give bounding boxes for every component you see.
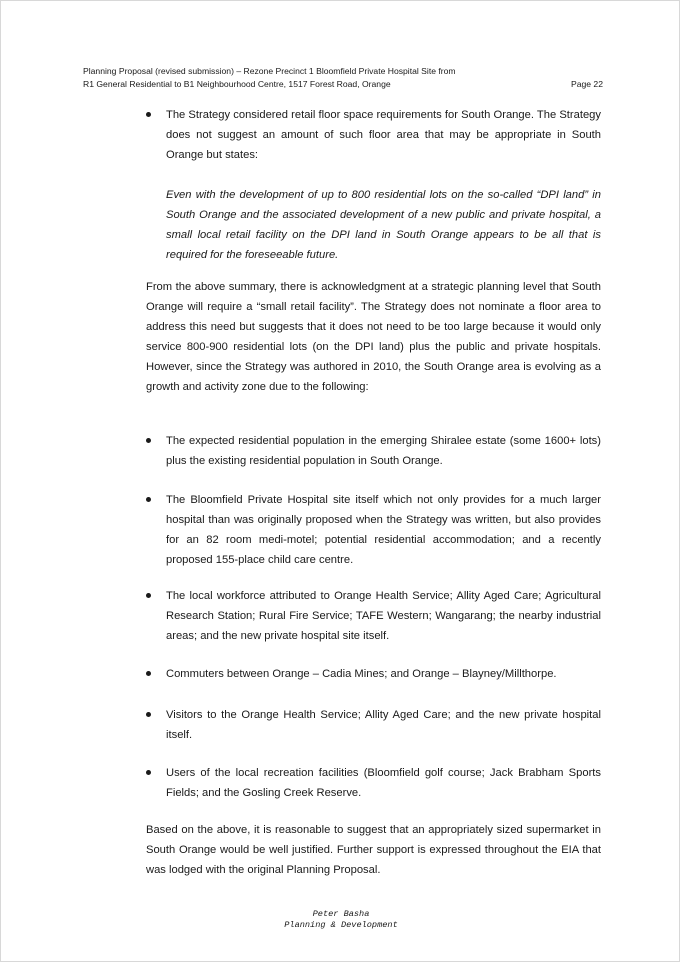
bullet-text: Visitors to the Orange Health Service; Allity Aged Care; and the new private hospital itself. (166, 709, 601, 741)
footer-firm: Planning & Development (284, 920, 398, 930)
bullet-text: The Bloomfield Private Hospital site itself which not only provides for a much larger hospital than was originally proposed when the Strategy was written, but also provides for an 82 room medi-motel; potential residential accommodation; and a recently proposed 155-place child care centre. (166, 494, 601, 566)
page-number: Page 22 (570, 78, 603, 89)
bullet-shiralee (146, 431, 601, 471)
bullet-text: The local workforce attributed to Orange Health Service; Allity Aged Care; Agricultural Research Station; Rural Fire Service; TAFE Western; Wangarang; the nearby industrial areas; and the new private hospital site itself. (166, 590, 601, 642)
header-title-line-1: Planning Proposal (revised submission) – Rezone Precinct 1 Bloomfield Private Hospital Site from (83, 66, 456, 76)
bullet-workforce (146, 586, 601, 646)
bullet-text: The Strategy considered retail floor space requirements for South Orange. The Strategy does not suggest an amount of such floor area that may be appropriate in South Orange but states: (166, 109, 601, 161)
strategy-quote: Even with the development of up to 800 residential lots on the so-called “DPI land” in South Orange and the associated development of a new public and private hospital, a small local retail facility on the DPI land in South Orange appears to be all that is required for the foreseeable future. (166, 189, 601, 261)
bullet-point-icon (146, 671, 151, 676)
bullet-text: Users of the local recreation facilities (Bloomfield golf course; Jack Brabham Sports Fields; and the Gosling Creek Reserve. (166, 767, 601, 799)
bullet-visitors (146, 705, 601, 745)
bullet-point-icon (146, 770, 151, 775)
bullet-bloomfield (146, 490, 601, 570)
bullet-strategy (146, 105, 601, 265)
bullet-point-icon (146, 497, 151, 502)
page-footer (1, 909, 680, 931)
bullet-text: Commuters between Orange – Cadia Mines; and Orange – Blayney/Millthorpe. (166, 668, 557, 680)
page-header (83, 65, 603, 90)
header-title-line-2: R1 General Residential to B1 Neighbourhood Centre, 1517 Forest Road, Orange (83, 78, 391, 89)
footer-name: Peter Basha (312, 909, 370, 919)
summary-paragraph: From the above summary, there is acknowledgment at a strategic planning level that South Orange will require a “small retail facility”. The Strategy does not nominate a floor area to address this need but suggests that it does not need to be too large because it would only service 800-900 residential lots (on the DPI land) plus the public and private hospitals. However, since the Strategy was authored in 2010, the South Orange area is evolving as a growth and activity zone due to the following: (146, 281, 601, 393)
bullet-point-icon (146, 438, 151, 443)
bullet-point-icon (146, 593, 151, 598)
bullet-recreation (146, 763, 601, 803)
bullet-point-icon (146, 112, 151, 117)
bullet-text: The expected residential population in the emerging Shiralee estate (some 1600+ lots) plus the existing residential population in South Orange. (166, 435, 601, 467)
conclusion-paragraph: Based on the above, it is reasonable to suggest that an appropriately sized supermarket in South Orange would be well justified. Further support is expressed throughout the EIA that was lodged with the original Planning Proposal. (146, 824, 601, 876)
bullet-commuters (146, 664, 601, 684)
bullet-point-icon (146, 712, 151, 717)
